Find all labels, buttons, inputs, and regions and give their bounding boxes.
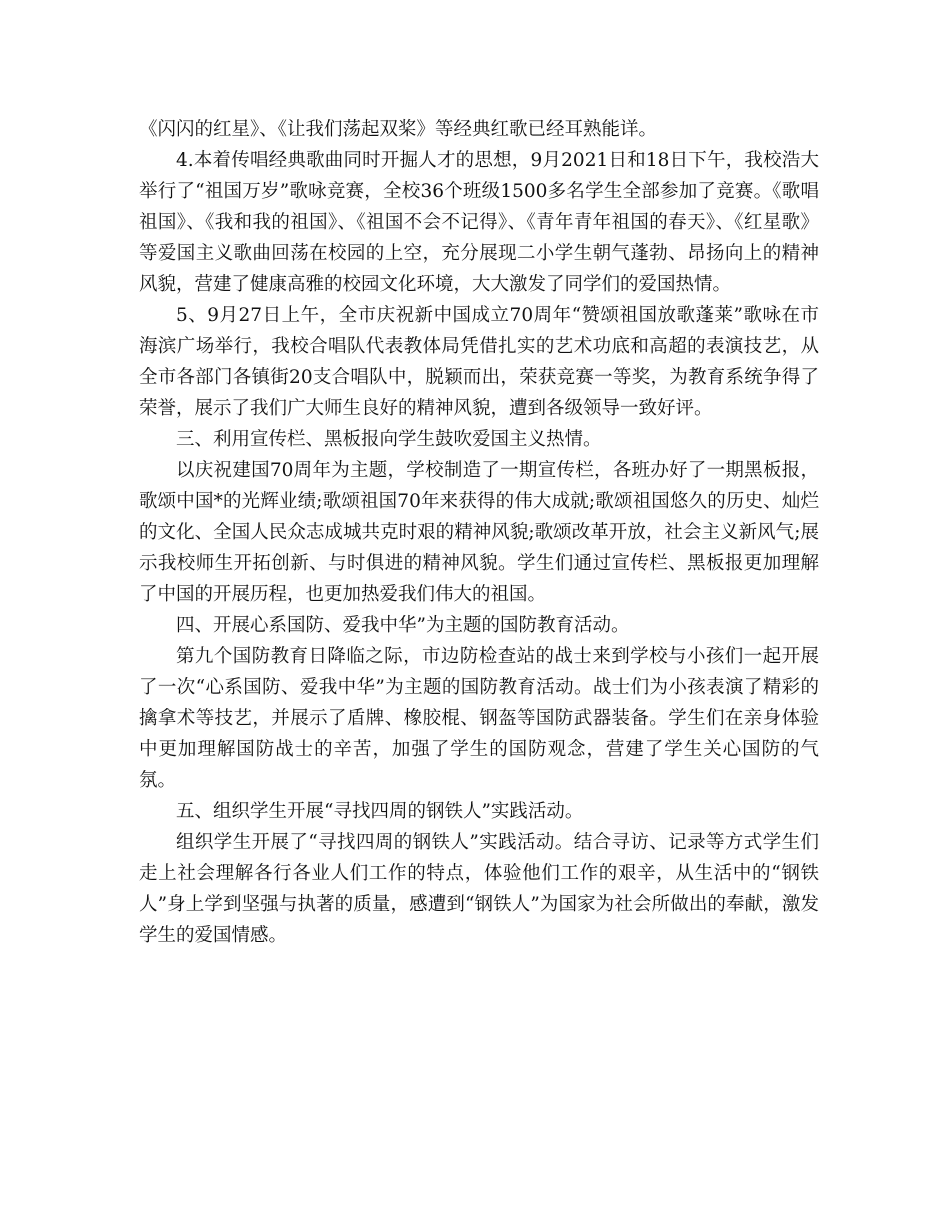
paragraph-city-choir-award: 5、9月27日上午，全市庆祝新中国成立70周年“赞颂祖国放歌蓬莱”歌咏在市海滨广场举行，我校合唱队代表教体局凭借扎实的艺术功底和高超的表演技艺，从全市各部门各镇街20支合唱队中，脱颖而出，荣获竞赛一等奖，为教育系统争得了荣誉，展示了我们广大师生良好的精神风貌，遭到各级领导一致好评。 <box>139 305 819 419</box>
heading-section-three: 三、利用宣传栏、黑板报向学生鼓吹爱国主义热情。 <box>176 429 602 450</box>
paragraph-bulletin-boards: 以庆祝建国70周年为主题，学校制造了一期宣传栏，各班办好了一期黑板报，歌颂中国*的光辉业绩;歌颂祖国70年来获得的伟大成就;歌颂祖国悠久的历史、灿烂的文化、全国人民众志成城共克时艰的精神风貌;歌颂改革开放，社会主义新风气;展示我校师生开拓创新、与时俱进的精神风貌。学生们通过宣传栏、黑板报更加理解了中国的开展历程，也更加热爱我们伟大的祖国。 <box>139 460 819 605</box>
heading-section-four: 四、开展心系国防、爱我中华”为主题的国防教育活动。 <box>176 615 630 636</box>
paragraph-national-defense: 第九个国防教育日降临之际，市边防检查站的战士来到学校与小孩们一起开展了一次“心系国防、爱我中华”为主题的国防教育活动。战士们为小孩表演了精彩的擒拿术等技艺，并展示了盾牌、橡胶棍、钢盔等国防武器装备。学生们在亲身体验中更加理解国防战士的辛苦，加强了学生的国防观念，营建了学生关心国防的气氛。 <box>139 646 819 791</box>
document-page <box>139 114 819 951</box>
paragraph-singing-contest: 4.本着传唱经典歌曲同时开掘人才的思想，9月2021日和18日下午，我校浩大举行了“祖国万岁”歌咏竞赛，全校36个班级1500多名学生全部参加了竞赛。《歌唱祖国》、《我和我的祖国》、《祖国不会不记得》、《青年青年祖国的春天》、《红星歌》等爱国主义歌曲回荡在校园的上空，充分展现二小学生朝气蓬勃、昂扬向上的精神风貌，营建了健康高雅的校园文化环境，大大激发了同学们的爱国热情。 <box>139 150 819 295</box>
heading-section-five: 五、组织学生开展“寻找四周的钢铁人”实践活动。 <box>176 801 584 822</box>
paragraph-iron-people: 组织学生开展了“寻找四周的钢铁人”实践活动。结合寻访、记录等方式学生们走上社会理解各行各业人们工作的特点，体验他们工作的艰辛，从生活中的“钢铁人”身上学到坚强与执著的质量，感遭到“钢铁人”为国家为社会所做出的奉献，激发学生的爱国情感。 <box>139 832 819 946</box>
paragraph-red-songs-end: 《闪闪的红星》、《让我们荡起双桨》等经典红歌已经耳熟能详。 <box>139 119 658 140</box>
